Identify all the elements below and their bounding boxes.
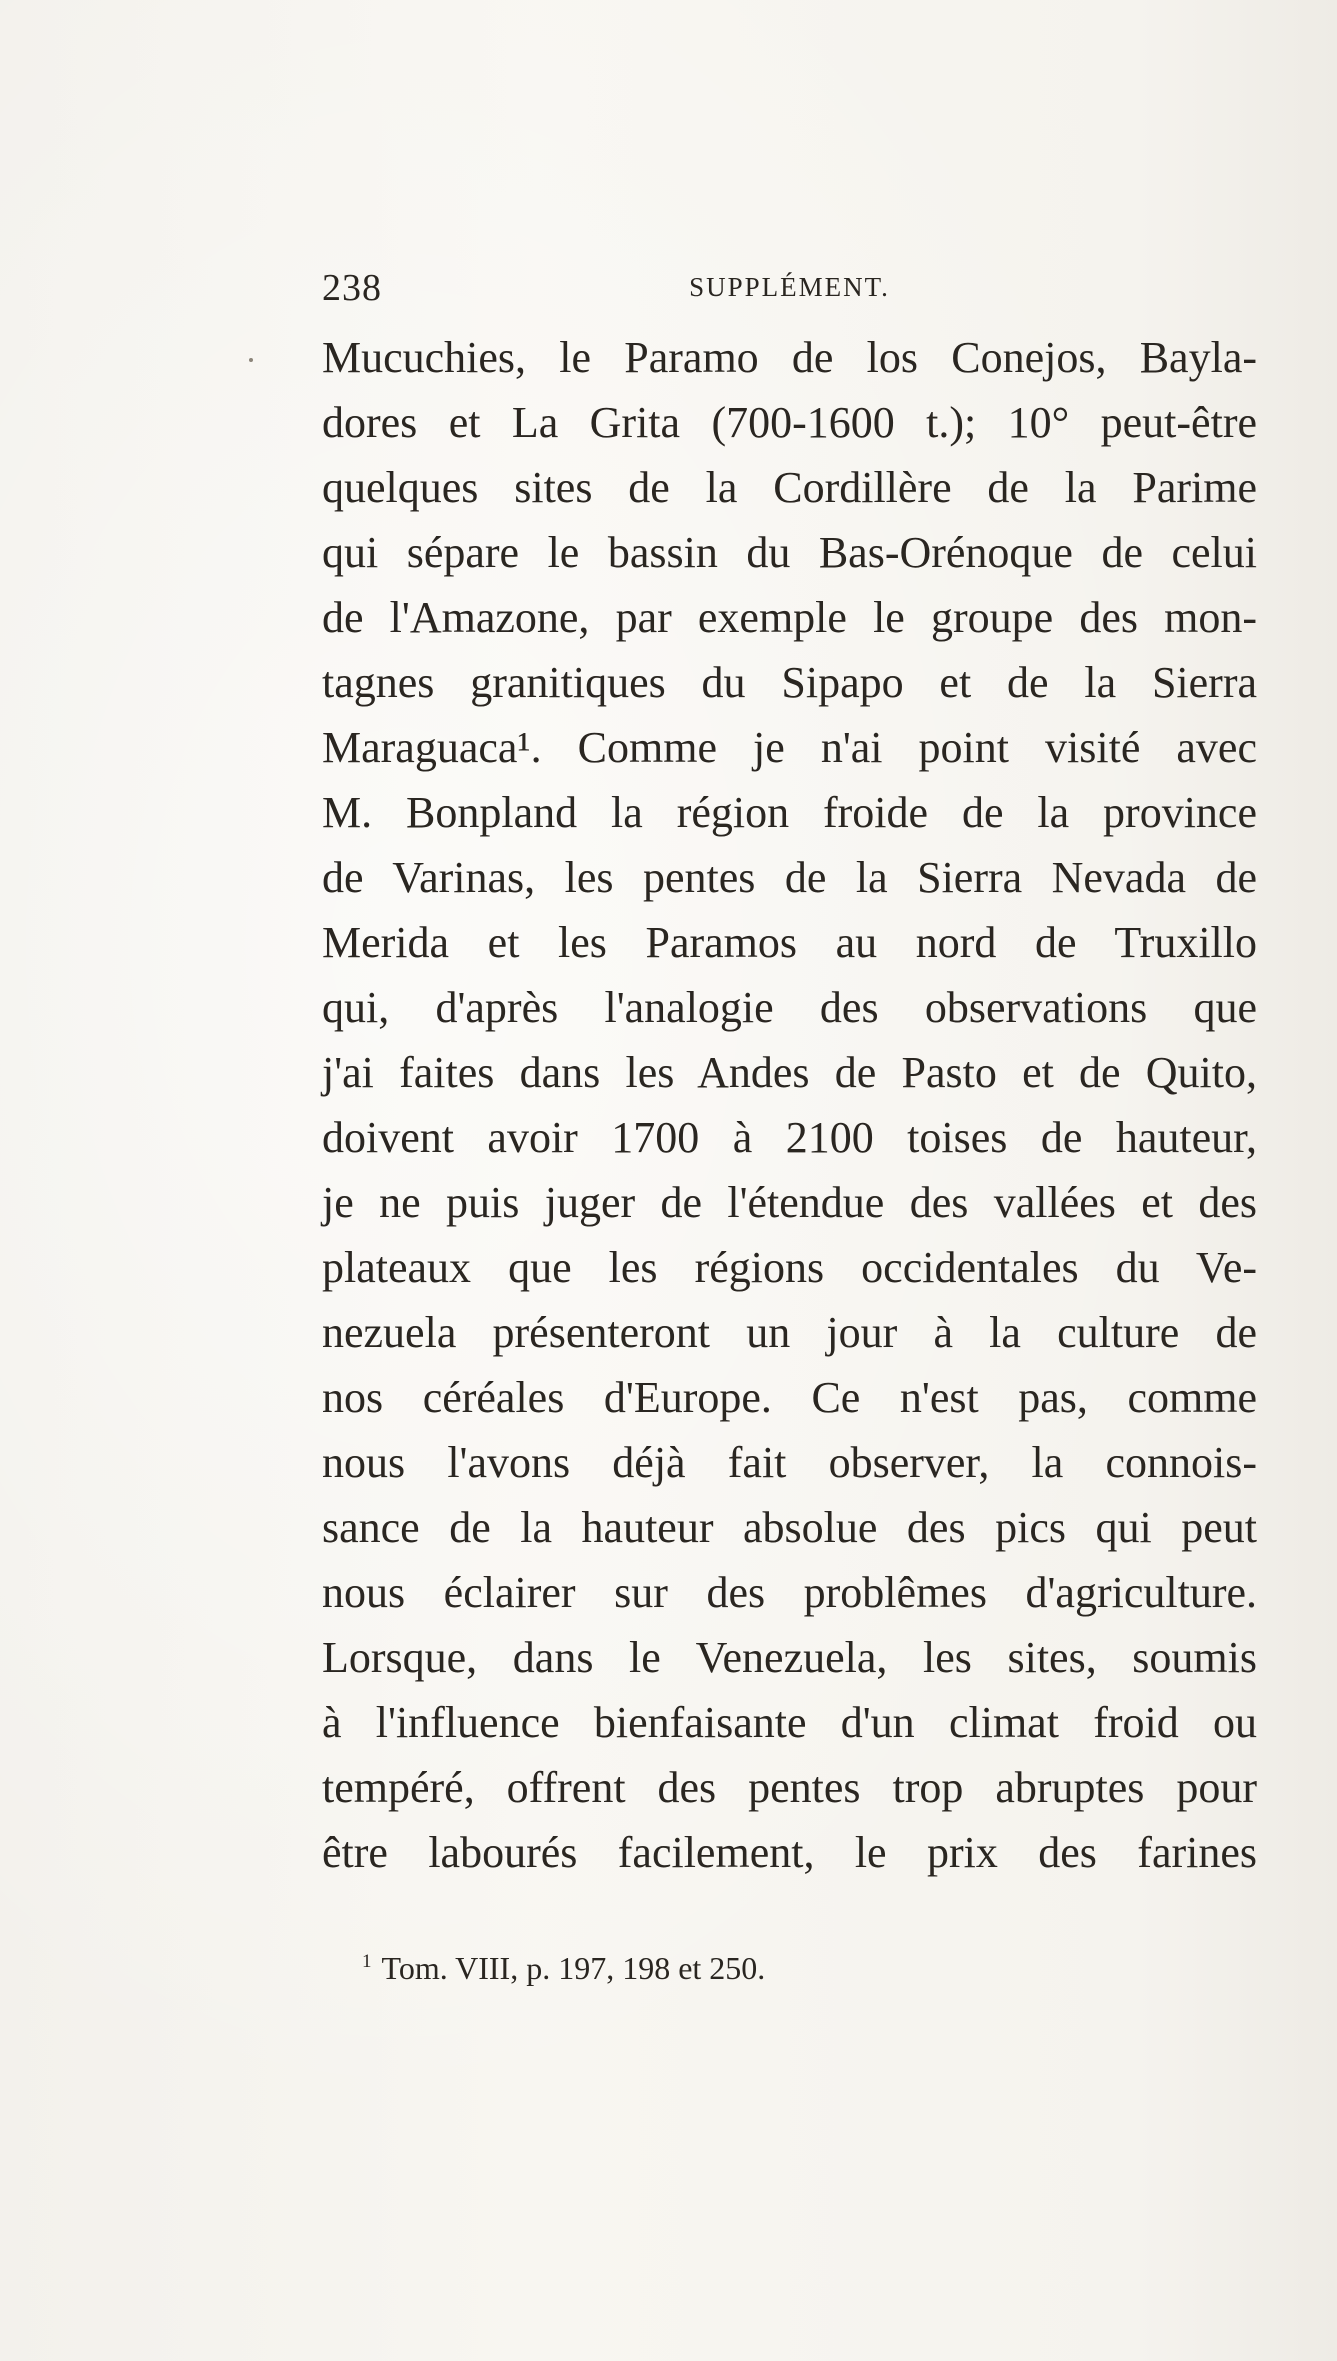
footnote-text: Tom. VIII, p. 197, 198 et 250. <box>381 1950 766 1986</box>
text-line: j'ai faites dans les Andes de Pasto et de Quito, <box>322 1048 1257 1097</box>
text-line: je ne puis juger de l'étendue des vallées et des <box>322 1178 1257 1227</box>
text-line: M. Bonpland la région froide de la province <box>322 788 1257 837</box>
text-line: être labourés facilement, le prix des farines <box>322 1828 1257 1877</box>
footnote-marker: 1 <box>362 1951 372 1973</box>
text-line: Lorsque, dans le Venezuela, les sites, soumis <box>322 1633 1257 1682</box>
text-line: nos céréales d'Europe. Ce n'est pas, comme <box>322 1373 1257 1422</box>
text-line: sance de la hauteur absolue des pics qui peut <box>322 1503 1257 1552</box>
page-number: 238 <box>322 267 382 309</box>
footnote <box>362 1950 765 1987</box>
text-line: dores et La Grita (700-1600 t.); 10° peut-être <box>322 398 1257 447</box>
text-line: quelques sites de la Cordillère de la Parime <box>322 463 1257 512</box>
text-line: nous éclairer sur des problêmes d'agriculture. <box>322 1568 1257 1617</box>
text-line: plateaux que les régions occidentales du Ve- <box>322 1243 1257 1292</box>
text-line: tempéré, offrent des pentes trop abruptes pour <box>322 1763 1257 1812</box>
text-line: Mucuchies, le Paramo de los Conejos, Bayla- <box>322 333 1257 382</box>
running-head: SUPPLÉMENT. <box>689 272 890 302</box>
text-line: Maraguaca¹. Comme je n'ai point visité avec <box>322 723 1257 772</box>
text-line: de Varinas, les pentes de la Sierra Nevada de <box>322 853 1257 902</box>
text-line: doivent avoir 1700 à 2100 toises de hauteur, <box>322 1113 1257 1162</box>
text-line: Merida et les Paramos au nord de Truxillo <box>322 918 1257 967</box>
margin-speck <box>249 358 253 362</box>
body-text <box>322 325 1257 1885</box>
text-line: nezuela présenteront un jour à la culture de <box>322 1308 1257 1357</box>
text-line: de l'Amazone, par exemple le groupe des mon- <box>322 593 1257 642</box>
text-line: à l'influence bienfaisante d'un climat froid ou <box>322 1698 1257 1747</box>
text-line: nous l'avons déjà fait observer, la connois- <box>322 1438 1257 1487</box>
text-line: qui, d'après l'analogie des observations que <box>322 983 1257 1032</box>
page-header <box>322 266 1257 316</box>
text-line: tagnes granitiques du Sipapo et de la Sierra <box>322 658 1257 707</box>
text-line: qui sépare le bassin du Bas-Orénoque de celui <box>322 528 1257 577</box>
